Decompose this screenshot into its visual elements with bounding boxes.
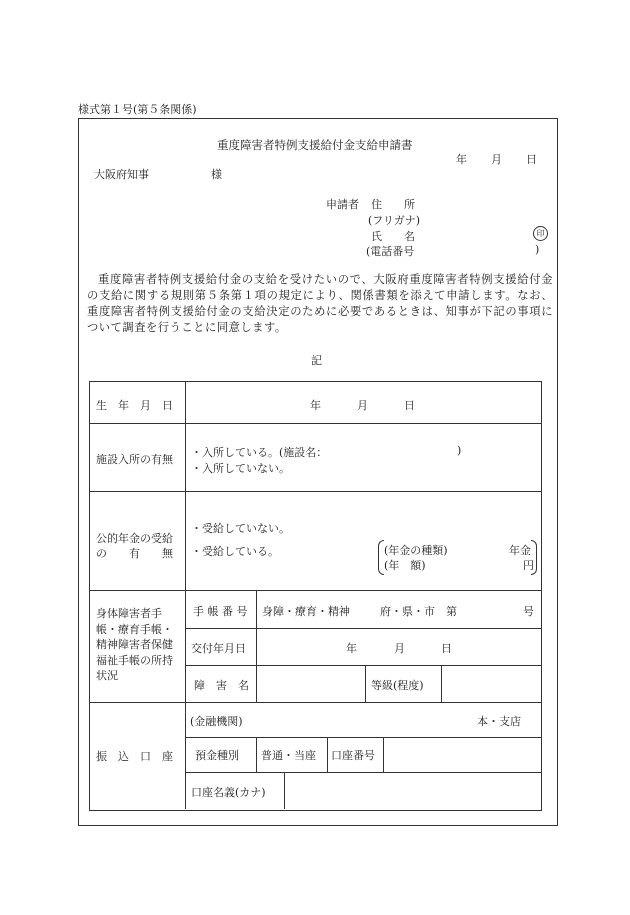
deposit-type-options: 普通・当座 [261, 749, 316, 762]
handbook-type-options: 身障・療育・精神 [262, 605, 350, 618]
pension-amount-label: (年 額) [384, 559, 426, 572]
handbook-issue-day: 日 [441, 642, 452, 655]
disability-name-label: 障 害 名 [194, 679, 249, 692]
facility-option-close: ) [457, 444, 462, 457]
pension-option-not-receiving: ・受給していない。 [191, 522, 290, 535]
date-day-label: 日 [526, 153, 537, 166]
form-number: 様式第１号(第５条関係) [78, 103, 197, 116]
handbook-issue-year: 年 [346, 642, 357, 655]
ki-marker: 記 [311, 354, 322, 367]
pension-type-suffix: 年金 [509, 544, 531, 557]
handbook-number-label: 手 帳 番 号 [193, 605, 248, 618]
addressee-honorific: 様 [211, 168, 222, 181]
birthdate-label: 生 年 月 日 [96, 399, 173, 412]
date-year-label: 年 [456, 153, 467, 166]
facility-option-entered: ・入所している。(施設名： [191, 446, 328, 459]
handbook-label-line: 帳・療育手帳・ [96, 622, 173, 636]
handbook-issue-date-label: 交付年月日 [191, 642, 246, 655]
birthdate-month-label: 月 [357, 399, 368, 412]
handbook-number-suffix: 号 [523, 605, 534, 618]
handbook-label-line: 精神障害者保健 [96, 638, 173, 651]
facility-label: 施設入所の有無 [96, 453, 173, 466]
date-month-label: 月 [491, 153, 502, 166]
applicant-label: 申請者 [326, 198, 359, 211]
bank-institution-label: (金融機関) [190, 715, 243, 728]
birthdate-day-label: 日 [404, 399, 415, 412]
pension-label-line1: 公的年金の受給 [96, 532, 173, 545]
applicant-furigana-label: (フリガナ) [368, 214, 421, 227]
facility-option-not-entered: ・入所していない。 [191, 462, 290, 475]
applicant-phone-label: (電話番号 [366, 245, 415, 258]
handbook-issue-month: 月 [394, 642, 405, 655]
bank-branch-label: 本・支店 [477, 715, 521, 728]
disability-grade-label: 等級(程度) [371, 679, 424, 692]
applicant-phone-close: ) [535, 243, 540, 256]
declaration-text: 重度障害者特例支援給付金の支給を受けたいので、大阪府重度障害者特例支援給付金の支給に関する規則第５条第１項の規定により、関係書類を添えて申請します。なお、重度障害者特例支援給付金の支給決定のために必要であるときは、知事が下記の事項について調査を行うことに同意します。 [87, 273, 553, 334]
deposit-type-label: 預金種別 [195, 749, 239, 762]
form-title: 重度障害者特例支援給付金支給申請書 [217, 138, 413, 152]
handbook-label [96, 606, 173, 684]
seal-mark: 印 [533, 226, 548, 241]
birthdate-year-label: 年 [310, 399, 321, 412]
account-name-label: 口座名義(カナ) [191, 786, 266, 799]
pension-option-receiving: ・受給している。 [191, 545, 279, 558]
pension-amount-suffix: 円 [523, 559, 534, 572]
pension-label-line2: の 有 無 [96, 547, 173, 560]
addressee-name: 大阪府知事 [94, 168, 149, 181]
applicant-name-label: 氏 名 [371, 230, 415, 243]
handbook-label-line: 福祉手帳の所持 [96, 653, 173, 667]
applicant-address-label: 住 所 [371, 198, 415, 211]
handbook-prefecture-options: 府・県・市 第 [380, 605, 457, 618]
handbook-label-line: 状況 [96, 669, 118, 682]
account-number-label: 口座番号 [331, 749, 375, 762]
bank-account-label: 振 込 口 座 [96, 750, 173, 763]
pension-type-label: (年金の種類) [384, 544, 448, 557]
handbook-label-line: 身体障害者手 [96, 607, 162, 620]
